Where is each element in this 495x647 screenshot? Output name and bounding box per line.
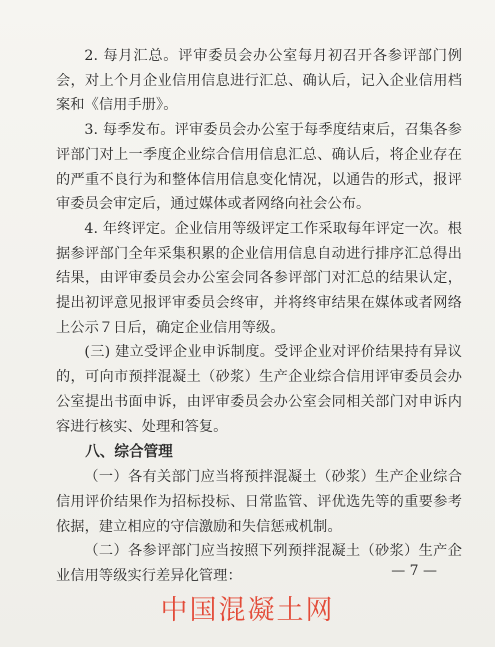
paragraph-annual-rating: 4. 年终评定。企业信用等级评定工作采取每年评定一次。根据参评部门全年采集积累的企业信用信息自动进行排序汇总得出结果，由评审委员会办公室会同各参评部门对汇总的结果认定，提出初评意见报评审委员会终审，并将终审结果在媒体或者网络上公示７日后，确定企业信用等级。 (56, 220, 462, 336)
paragraph-quarterly-release: 3. 每季发布。评审委员会办公室于每季度结束后，召集各参评部门对上一季度企业综合信用信息汇总、确认后，将企业存在的严重不良行为和整体信用信息变化情况，以通告的形式，报评审委员会审定后，通过媒体或者网络向社会公布。 (56, 122, 462, 213)
page-number: — 7 — (391, 563, 437, 579)
section-heading: 八、综合管理 (85, 443, 173, 461)
paragraph-management-2: （二）各参评部门应当按照下列预拌混凝土（砂浆）生产企业信用等级实行差异化管理： (56, 543, 462, 585)
paragraph-monthly-summary: 2. 每月汇总。评审委员会办公室每月初召开各参评部门例会，对上个月企业信用信息进行汇总、确认后，记入企业信用档案和《信用手册》。 (56, 48, 462, 114)
paragraph-appeal-system: (三) 建立受评企业申诉制度。受评企业对评价结果持有异议的，可向市预拌混凝土（砂浆）生产企业综合信用评审委员会办公室提出书面申诉，由评审委员会办公室会同相关部门对申诉内容进行核实、处理和答复。 (56, 344, 462, 435)
paragraph-management-1: （一）各有关部门应当将预拌混凝土（砂浆）生产企业综合信用评价结果作为招标投标、日常监管、评优选先等的重要参考依据，建立相应的守信激励和失信惩戒机制。 (56, 469, 462, 535)
document-body (56, 44, 462, 589)
site-watermark: 中国混凝土网 (160, 595, 335, 626)
